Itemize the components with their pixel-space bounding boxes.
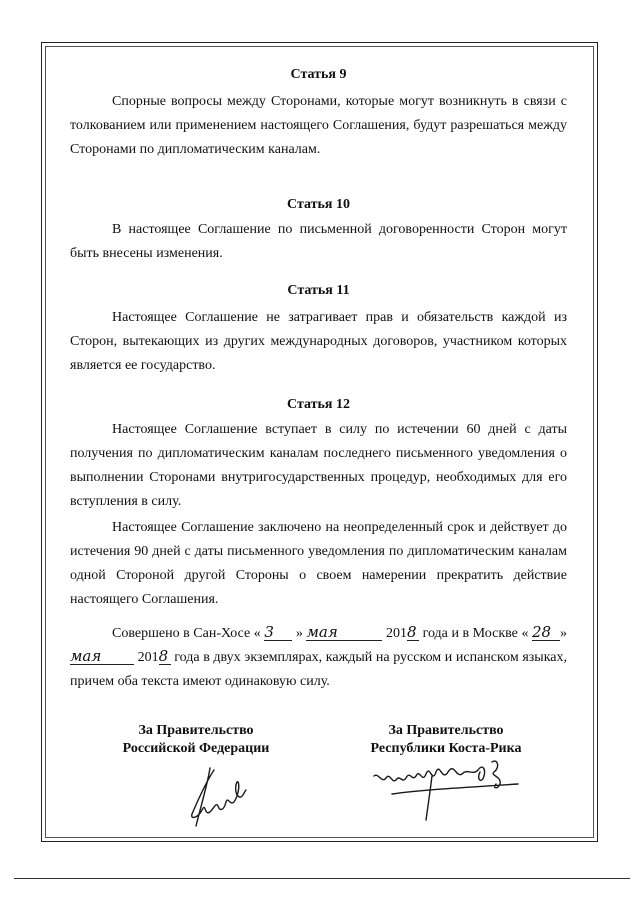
- year-digit-moscow-handwritten: 8: [159, 648, 171, 665]
- year-prefix-sanjose: 201: [386, 626, 407, 641]
- article-9-heading: Статья 9: [290, 67, 347, 82]
- signatory-russia-line2: Российской Федерации: [122, 741, 270, 756]
- execution-text-part3: года и в Москве «: [422, 626, 529, 641]
- article-11-heading: Статья 11: [287, 283, 350, 298]
- signatory-russia-line1: За Правительство: [138, 723, 254, 738]
- signatory-costa-rica-line2: Республики Коста-Рика: [370, 741, 522, 756]
- execution-clause: [70, 622, 567, 694]
- signatory-costa-rica-line1: За Правительство: [388, 723, 504, 738]
- article-11-text: Настоящее Соглашение не затрагивает прав и обязательств каждой из Сторон, вытекающих из других международных договоров, участником которых является ее государство.: [70, 310, 567, 373]
- article-12-heading: Статья 12: [287, 397, 350, 412]
- day-moscow-handwritten: 28: [532, 624, 560, 641]
- article-12-paragraph-1: Настоящее Соглашение вступает в силу по истечении 60 дней с даты получения по дипломатическим каналам последнего письменного уведомления о выполнении Сторонами внутригосударственных процедур, необходимых для его вступления в силу.: [70, 422, 567, 509]
- year-digit-sanjose-handwritten: 8: [407, 624, 419, 641]
- signatory-russia: [76, 722, 316, 758]
- day-sanjose-handwritten: 3: [264, 624, 292, 641]
- execution-text-part5: года в двух экземплярах, каждый на русском и испанском языках, причем оба текста имеют одинаковую силу.: [70, 650, 567, 689]
- page-bottom-rule: [14, 878, 630, 879]
- execution-text-part4: »: [560, 626, 568, 641]
- year-prefix-moscow: 201: [137, 650, 159, 665]
- execution-text-part2: »: [295, 626, 303, 641]
- month-sanjose-handwritten: мая: [306, 624, 382, 641]
- signatory-costa-rica: [326, 722, 566, 758]
- month-moscow-handwritten: мая: [70, 648, 134, 665]
- execution-text-part1: Совершено в Сан-Хосе «: [112, 626, 261, 641]
- signature-russia: [184, 762, 254, 830]
- article-9-text: Спорные вопросы между Сторонами, которые могут возникнуть в связи с толкованием или применением настоящего Соглашения, будут разрешаться между Сторонами по дипломатическим каналам.: [70, 94, 567, 157]
- article-12-paragraph-2: Настоящее Соглашение заключено на неопределенный срок и действует до истечения 90 дней с даты письменного уведомления по дипломатическим каналам одной Стороной другой Стороны о своем намерении прекратить действие настоящего Соглашения.: [70, 520, 567, 607]
- article-10-heading: Статья 10: [287, 197, 350, 212]
- signature-costa-rica: [368, 754, 533, 826]
- article-10-text: В настоящее Соглашение по письменной договоренности Сторон могут быть внесены изменения.: [70, 222, 567, 261]
